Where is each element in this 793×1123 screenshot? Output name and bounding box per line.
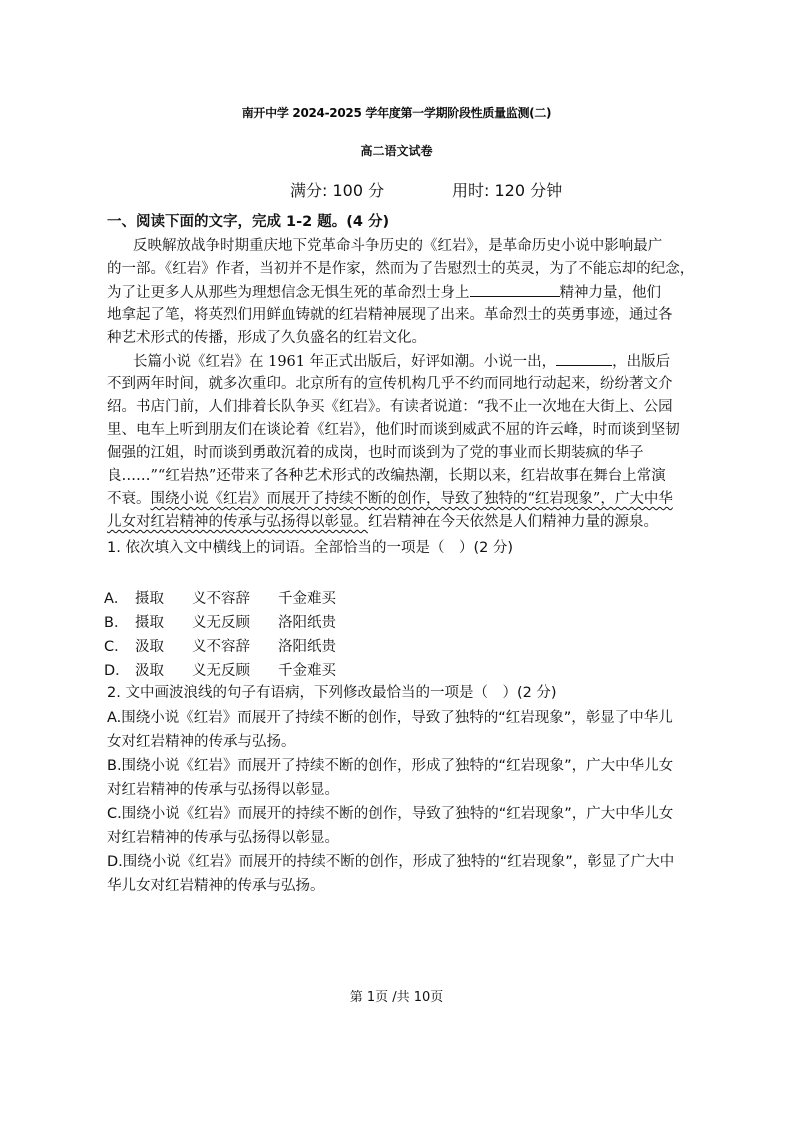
passage-line: 种艺术形式的传播，形成了久负盛名的红岩文化。 (107, 330, 426, 346)
option-b-word2: 义无反顾 (192, 615, 250, 631)
question-2-option-line: 女对红岩精神的传承与弘扬。 (107, 734, 296, 750)
question-2-option-line: B.围绕小说《红岩》而展开了持续不断的创作，形成了独特的“红岩现象”，广大中华儿女 (107, 758, 674, 774)
passage-text: 红岩精神在今天依然是人们精神力量的源泉。 (368, 514, 658, 530)
fill-blank-2 (556, 351, 612, 366)
question-2-option-line: 对红岩精神的传承与弘扬得以彰显。 (107, 782, 339, 798)
option-c-letter: C． (104, 639, 129, 655)
option-d-word2: 义无反顾 (192, 663, 250, 679)
fill-blank-1 (470, 282, 560, 297)
option-a-word2: 义不容辞 (192, 591, 250, 607)
passage-line: 的一部。《红岩》作者，当初并不是作家，然而为了告慰烈士的英灵，为了不能忘却的纪念， (107, 261, 695, 277)
passage-line: 地拿起了笔，将英烈们用鲜血铸就的红岩精神展现了出来。革命烈士的英勇事迹，通过各 (107, 307, 673, 323)
option-b-letter: B． (104, 615, 129, 631)
option-d-word1: 汲取 (135, 663, 164, 679)
passage-text: 长篇小说《红岩》在 1961 年正式出版后，好评如潮。小说一出， (133, 354, 557, 370)
passage-text: 精神力量，他们 (559, 285, 661, 301)
option-b-word1: 摄取 (135, 615, 164, 631)
question-2-stem: 2. 文中画波浪线的句子有语病，下列修改最恰当的一项是（ ）(2 分) (107, 685, 557, 701)
page-number: 第 1页 /共 10页 (349, 990, 444, 1005)
passage-line: 不到两年时间，就多次重印。北京所有的宣传机构几乎不约而同地行动起来，纷纷著文介 (107, 376, 673, 392)
passage-text: ，出版后 (612, 354, 671, 370)
passage-text: 不衰。 (107, 491, 151, 507)
passage-text: 为了让更多人从那些为理想信念无惧生死的革命烈士身上 (107, 285, 470, 301)
option-b-word3: 洛阳纸贵 (278, 615, 336, 631)
option-c-word2: 义不容辞 (192, 639, 250, 655)
passage-line (107, 489, 714, 509)
option-d-word3: 千金难买 (278, 663, 336, 679)
question-2-option-line: D.围绕小说《红岩》而展开的持续不断的创作，形成了独特的“红岩现象”，彰显了广大中 (107, 854, 675, 870)
option-a-letter: A． (104, 591, 129, 607)
question-2-option-line: A.围绕小说《红岩》而展开了持续不断的创作，导致了独特的“红岩现象”，彰显了中华儿 (107, 710, 673, 726)
option-d-letter: D． (104, 663, 130, 679)
exam-subtitle: 高二语文试卷 (360, 144, 433, 158)
passage-line: 绍。书店门前，人们排着长队争买《红岩》。有读者说道：“我不止一次地在大街上、公园 (107, 399, 673, 415)
passage-line: 反映解放战争时期重庆地下党革命斗争历史的《红岩》，是革命历史小说中影响最广 (133, 238, 663, 254)
question-1-stem: 1. 依次填入文中横线上的词语。全部恰当的一项是（ ）(2 分) (107, 540, 514, 556)
option-c-word1: 汲取 (135, 639, 164, 655)
question-2-option-line: 对红岩精神的传承与弘扬得以彰显。 (107, 830, 339, 846)
passage-line (107, 512, 714, 532)
wavy-underlined-sentence: 围绕小说《红岩》而展开了持续不断的创作，导致了独特的“红岩现象”，广大中华 (150, 491, 673, 507)
passage-line: 里、电车上听到朋友们在谈论着《红岩》，他们时而谈到威武不屈的许云峰，时而谈到坚韧 (107, 422, 680, 438)
question-2-option-line: C.围绕小说《红岩》而展开的持续不断的创作，导致了独特的“红岩现象”，广大中华儿女 (107, 806, 674, 822)
full-score: 满分: 100 分 (290, 181, 385, 200)
wavy-underlined-sentence: 儿女对红岩精神的传承与弘扬得以彰显。 (107, 514, 368, 530)
section-heading: 一、阅读下面的文字，完成 1-2 题。(4 分) (107, 214, 390, 230)
option-a-word3: 千金难买 (278, 591, 336, 607)
passage-line (133, 351, 713, 372)
exam-title: 南开中学 2024-2025 学年度第一学期阶段性质量监测(二) (241, 106, 552, 120)
option-a-word1: 摄取 (135, 591, 164, 607)
passage-line: 良……”“红岩热”还带来了各种艺术形式的改编热潮，长期以来，红岩故事在舞台上常演 (107, 468, 666, 484)
option-c-word3: 洛阳纸贵 (278, 639, 336, 655)
passage-line (107, 282, 714, 303)
duration: 用时: 120 分钟 (452, 181, 563, 200)
question-2-option-line: 华儿女对红岩精神的传承与弘扬。 (107, 878, 325, 894)
passage-line: 倔强的江姐，时而谈到勇敢沉着的成岗，也时而谈到为了党的事业而长期装疯的华子 (107, 445, 644, 461)
